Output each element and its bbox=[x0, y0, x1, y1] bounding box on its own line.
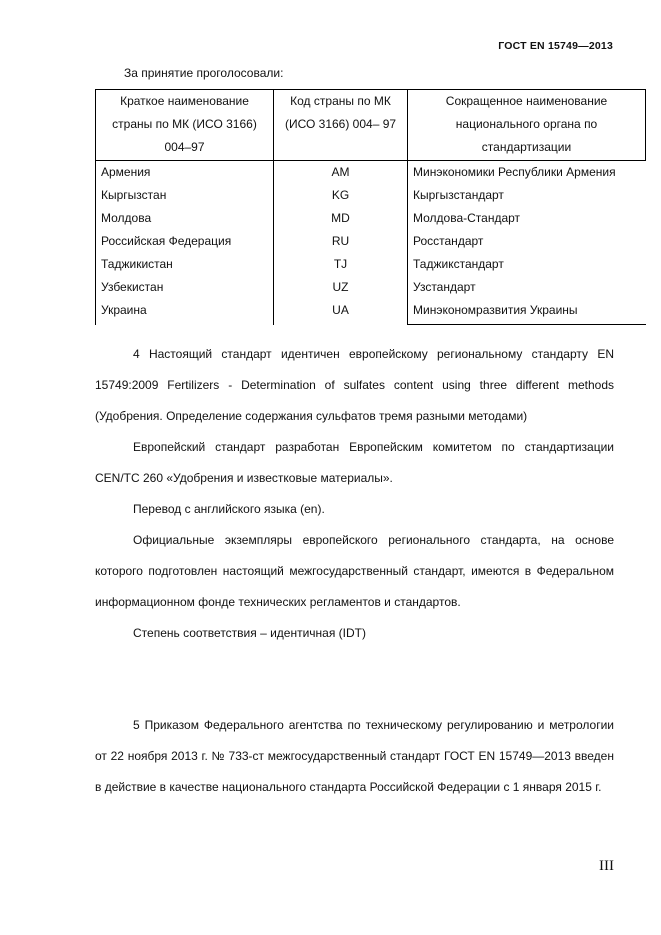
section-5 bbox=[95, 710, 614, 803]
section-4-paragraph-1: 4 Настоящий стандарт идентичен европейскому региональному стандарту EN 15749:2009 Fertilizers - Determination of sulfates content using three different methods (Удобрения. Определение содержания сульфатов тремя разными методами) bbox=[95, 347, 614, 423]
code-cell: AM bbox=[274, 161, 408, 185]
code-cell: RU bbox=[274, 230, 408, 253]
body-cell: Таджикстандарт bbox=[408, 253, 646, 276]
code-cell: UZ bbox=[274, 276, 408, 299]
section-4 bbox=[95, 339, 614, 649]
country-cell: Украина bbox=[96, 299, 274, 325]
table-row bbox=[96, 253, 646, 276]
page-number: III bbox=[599, 858, 614, 874]
country-cell: Молдова bbox=[96, 207, 274, 230]
table-header-row bbox=[96, 90, 646, 161]
section-4-paragraph-3: Перевод с английского языка (en). bbox=[133, 502, 325, 516]
column-header-country: Краткое наименование страны по МК (ИСО 3166) 004–97 bbox=[96, 90, 274, 161]
body-cell: Кыргызстандарт bbox=[408, 184, 646, 207]
table-row bbox=[96, 230, 646, 253]
section-4-paragraph-4: Официальные экземпляры европейского регионального стандарта, на основе которого подготовлен настоящий межгосударственный стандарт, имеются в Федеральном информационном фонде технических регламентов и стандартов. bbox=[95, 533, 614, 609]
body-cell: Минэкономразвития Украины bbox=[408, 299, 646, 325]
country-cell: Кыргызстан bbox=[96, 184, 274, 207]
country-cell: Таджикистан bbox=[96, 253, 274, 276]
section-4-paragraph-5: Степень соответствия – идентичная (IDT) bbox=[133, 626, 367, 640]
section-5-paragraph-1: 5 Приказом Федерального агентства по техническому регулированию и метрологии от 22 ноября 2013 г. № 733-ст межгосударственный стандарт ГОСТ EN 15749—2013 введен в действие в качестве национального стандарта Российской Федерации с 1 января 2015 г. bbox=[95, 718, 614, 794]
country-cell: Российская Федерация bbox=[96, 230, 274, 253]
table-row bbox=[96, 207, 646, 230]
code-cell: TJ bbox=[274, 253, 408, 276]
table-row bbox=[96, 299, 646, 325]
code-cell: MD bbox=[274, 207, 408, 230]
body-cell: Росстандарт bbox=[408, 230, 646, 253]
column-header-body: Сокращенное наименование национального органа по стандартизации bbox=[408, 90, 646, 161]
body-cell: Узстандарт bbox=[408, 276, 646, 299]
body-cell: Молдова-Стандарт bbox=[408, 207, 646, 230]
document-code: ГОСТ EN 15749—2013 bbox=[498, 40, 613, 52]
code-cell: KG bbox=[274, 184, 408, 207]
table-row bbox=[96, 184, 646, 207]
section-4-paragraph-2: Европейский стандарт разработан Европейским комитетом по стандартизации CEN/TC 260 «Удобрения и известковые материалы». bbox=[95, 440, 614, 485]
table-row bbox=[96, 161, 646, 185]
country-cell: Узбекистан bbox=[96, 276, 274, 299]
body-cell: Минэкономики Республики Армения bbox=[408, 161, 646, 185]
country-cell: Армения bbox=[96, 161, 274, 185]
vote-intro: За принятие проголосовали: bbox=[124, 66, 284, 80]
member-states-table bbox=[95, 89, 646, 325]
table-row bbox=[96, 276, 646, 299]
code-cell: UA bbox=[274, 299, 408, 325]
column-header-code: Код страны по МК (ИСО 3166) 004– 97 bbox=[274, 90, 408, 161]
